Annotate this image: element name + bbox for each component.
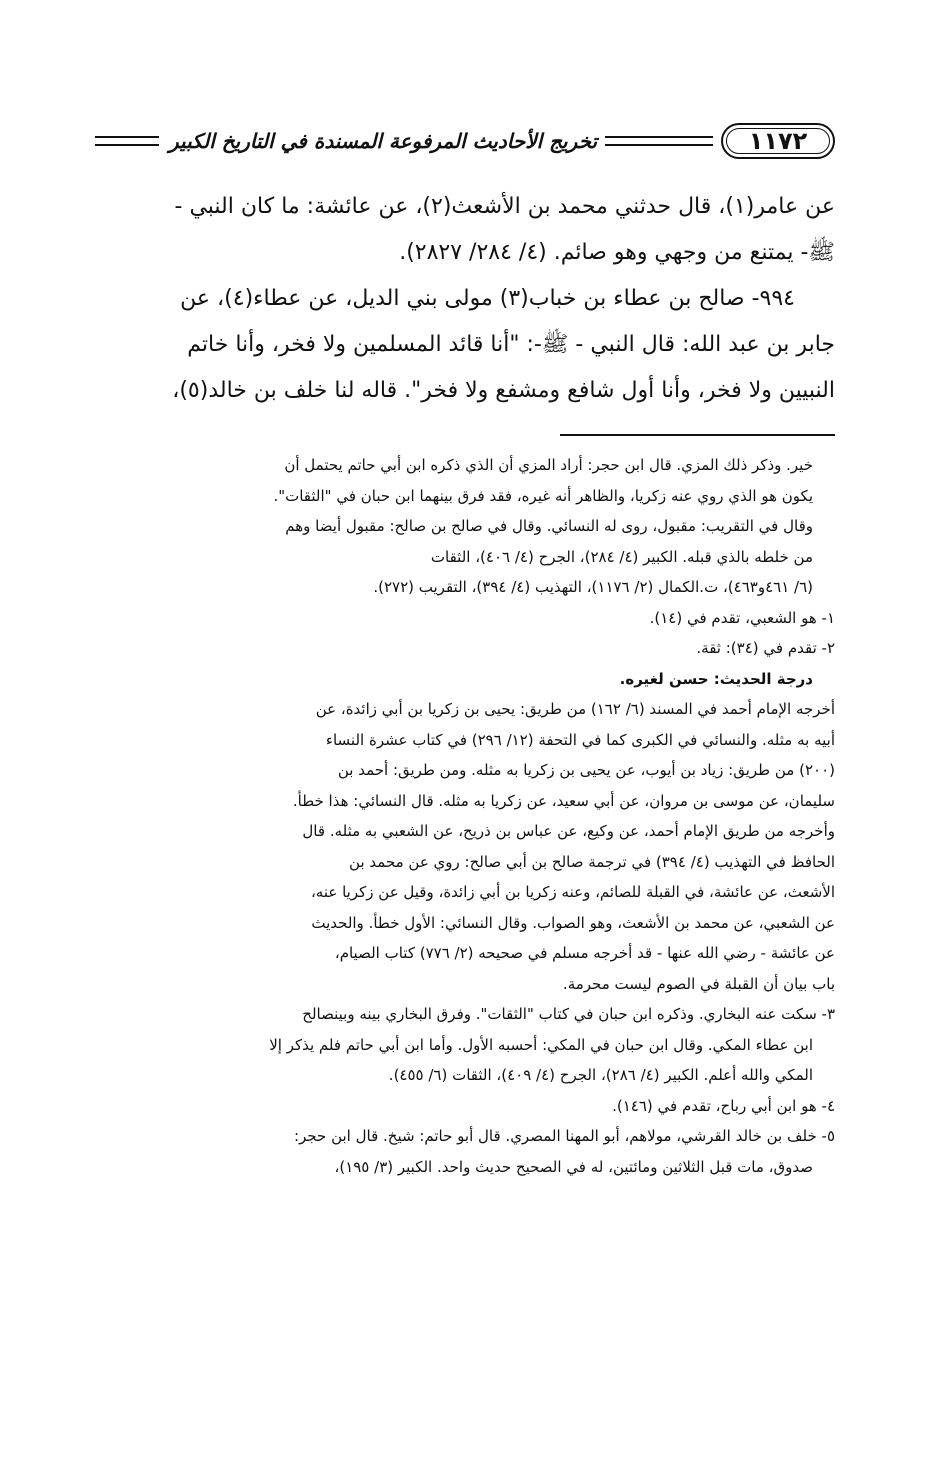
main-line: النبيين ولا فخر، وأنا أول شافع ومشفع ولا فخر". قاله لنا خلف بن خالد(٥)،: [172, 378, 835, 403]
footnote-line: سليمان، عن موسى بن مروان، عن أبي سعيد، عن زكريا به مثله. قال النسائي: هذا خطأ.: [292, 791, 835, 810]
running-header: [95, 118, 835, 164]
footnote-line: (٦/ ٤٦١و٤٦٣)، ت.الكمال (٢/ ١١٧٦)، التهذيب (٤/ ٣٩٤)، التقريب (٢٧٢).: [373, 578, 813, 596]
footnote-line: الحافظ في التهذيب (٤/ ٣٩٤) في ترجمة صالح بن أبي صالح: روي عن محمد بن: [349, 852, 835, 871]
footnote-line: خير. وذكر ذلك المزي. قال ابن حجر: أراد المزي أن الذي ذكره ابن أبي حاتم يحتمل أن: [284, 456, 813, 474]
footnote-line: وقال في التقريب: مقبول، روى له النسائي. وقال في صالح بن صالح: مقبول أيضا وهم: [285, 517, 813, 535]
main-line: ٩٩٤- صالح بن عطاء بن خباب(٣) مولى بني الديل، عن عطاء(٤)، عن: [180, 286, 795, 311]
footnote-line: عن الشعبي، عن محمد بن الأشعث، وهو الصواب. وقال النسائي: الأول خطأ. والحديث: [311, 913, 835, 932]
footnote-line: وأخرجه من طريق الإمام أحمد، عن وكيع، عن عباس بن ذريح، عن الشعبي به مثله. قال: [302, 822, 835, 840]
footnote-line: المكي والله أعلم. الكبير (٤/ ٢٨٦)، الجرح (٤/ ٤٠٩)، الثقات (٦/ ٤٥٥).: [388, 1066, 813, 1084]
footnote-5: ٥- خلف بن خالد القرشي، مولاهم، أبو المهنا المصري. قال أبو حاتم: شيخ. قال ابن حجر:: [294, 1127, 835, 1145]
main-line: عن عامر(١)، قال حدثني محمد بن الأشعث(٢)، عن عائشة: ما كان النبي -: [174, 194, 835, 219]
footnote-line: ابن عطاء المكي. وقال ابن حبان في المكي: أحسبه الأول. وأما ابن أبي حاتم فلم يذكر إلا: [269, 1035, 813, 1054]
main-line: ﷺ- يمتنع من وجهي وهو صائم. (٤/ ٢٨٤/ ٢٨٢٧).: [399, 240, 835, 265]
header-rule: [605, 136, 713, 146]
footnote-4: ٤- هو ابن أبي رباح، تقدم في (١٤٦).: [612, 1096, 835, 1115]
footnote-3: ٣- سكت عنه البخاري. وذكره ابن حبان في كتاب "الثقات". وفرق البخاري بينه وبينصالح: [302, 1005, 835, 1023]
footnote-line: عن عائشة - رضي الله عنها - قد أخرجه مسلم في صحيحه (٢/ ٧٧٦) كتاب الصيام،: [334, 944, 835, 962]
footnote-line: الأشعث، عن عائشة، في القبلة للصائم، وعنه زكريا بن أبي زائدة، وقيل عن زكريا عنه،: [310, 883, 835, 901]
footnote-line: صدوق، مات قبل الثلاثين ومائتين، له في الصحيح حديث واحد. الكبير (٣/ ١٩٥)،: [334, 1157, 813, 1176]
footnote-2: ٢- تقدم في (٣٤): ثقة.: [696, 639, 835, 657]
footnotes: [95, 450, 835, 1182]
main-line: جابر بن عبد الله: قال النبي - ﷺ-: "أنا قائد المسلمين ولا فخر، وأنا خاتم: [187, 332, 835, 357]
footnote-line: باب بيان أن القبلة في الصوم ليست محرمة.: [562, 974, 835, 993]
footnote-line: أخرجه الإمام أحمد في المسند (٦/ ١٦٢) من طريق: يحيى بن زكريا بن أبي زائدة، عن: [315, 700, 835, 718]
footnote-line: أبيه به مثله. والنسائي في الكبرى كما في التحفة (١٢/ ٢٩٦) في كتاب عشرة النساء: [325, 730, 835, 749]
footnote-separator: [560, 434, 835, 436]
footnote-line: يكون هو الذي روي عنه زكريا، والظاهر أنه غيره، فقد فرق بينهما ابن حبان في "الثقات".: [273, 486, 813, 505]
hadith-grade: درجة الحديث: حسن لغيره.: [619, 669, 813, 688]
main-text: [95, 184, 835, 414]
book-page: [95, 118, 835, 1182]
footnote-1: ١- هو الشعبي، تقدم في (١٤).: [649, 608, 835, 627]
header-title: تخريج الأحاديث المرفوعة المسندة في التاريخ الكبير: [169, 129, 598, 153]
footnote-line: (٢٠٠) من طريق: زياد بن أيوب، عن يحيى بن زكريا به مثله. ومن طريق: أحمد بن: [337, 761, 835, 779]
footnote-line: من خلطه بالذي قبله. الكبير (٤/ ٢٨٤)، الجرح (٤/ ٤٠٦)، الثقات: [430, 547, 813, 566]
header-rule-left: [95, 136, 159, 146]
page-number: ١١٧٢: [721, 123, 835, 159]
